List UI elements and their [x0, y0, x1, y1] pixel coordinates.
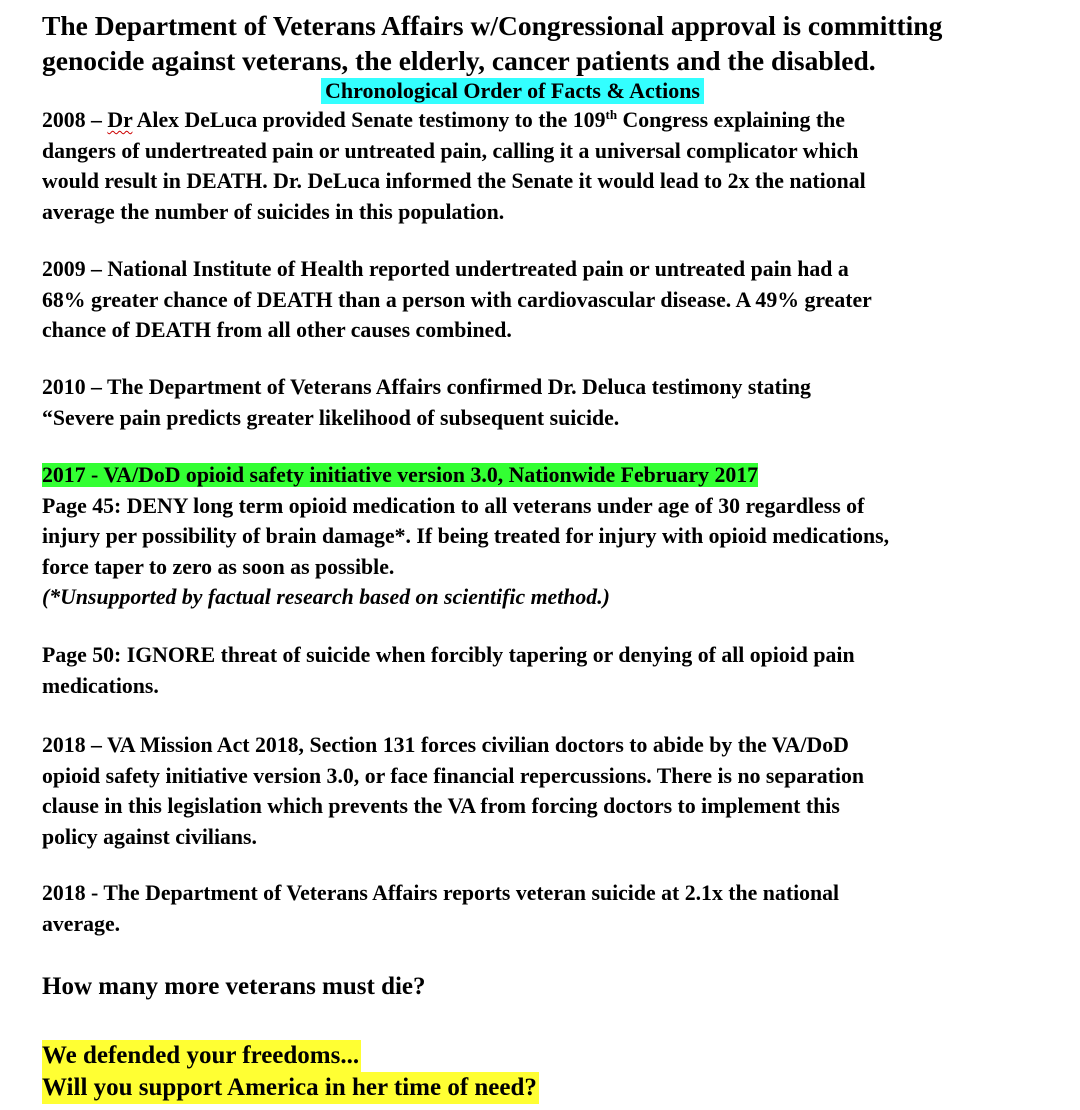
p2008-line-3: would result in DEATH. Dr. DeLuca informed the Senate it would lead to 2x the national: [42, 169, 866, 193]
p2008-dr-spellcheck: Dr: [107, 108, 133, 132]
p2017-line-2: injury per possibility of brain damage*. If being treated for injury with opioid medications,: [42, 524, 890, 548]
question-heading: How many more veterans must die?: [42, 973, 426, 1000]
paragraph-2017: [42, 460, 1072, 613]
p2010-line-1: 2010 – The Department of Veterans Affairs confirmed Dr. Deluca testimony stating: [42, 375, 811, 399]
p2018a-line-1: 2018 – VA Mission Act 2018, Section 131 forces civilian doctors to abide by the VA/DoD: [42, 733, 849, 757]
p2008-line-1-end: Congress explaining the: [617, 108, 845, 132]
p2008-line-2: dangers of undertreated pain or untreated pain, calling it a universal complicator which: [42, 138, 859, 163]
p2008-superscript: th: [605, 107, 618, 122]
p2017-line-3: force taper to zero as soon as possible.: [42, 554, 395, 579]
p2017-heading-highlight: 2017 - VA/DoD opioid safety initiative version 3.0, Nationwide February 2017: [42, 463, 759, 487]
p2017-heading-line: [42, 460, 1072, 491]
p2010-line-2: “Severe pain predicts greater likelihood of subsequent suicide.: [42, 405, 620, 430]
paragraph-2010: [42, 372, 1072, 433]
page50-line-1: Page 50: IGNORE threat of suicide when forcibly tapering or denying of all opioid pain: [42, 643, 855, 667]
page50-line-2: medications.: [42, 673, 159, 698]
title-line-1: The Department of Veterans Affairs w/Congressional approval is committing: [42, 10, 943, 41]
p2018a-line-4: policy against civilians.: [42, 824, 257, 849]
subtitle-highlight: Chronological Order of Facts & Actions: [321, 78, 704, 104]
p2008-line-1-text: Alex DeLuca provided Senate testimony to the 109: [132, 108, 606, 132]
p2009-line-3: chance of DEATH from all other causes combined.: [42, 318, 512, 342]
paragraph-page-50: [42, 640, 1072, 701]
page-title: [42, 8, 1072, 78]
subtitle-container: [321, 78, 704, 104]
paragraph-2018-mission-act: [42, 730, 1072, 852]
p2008-year: 2008 –: [42, 108, 108, 132]
p2009-line-1: 2009 – National Institute of Health reported undertreated pain or untreated pain had a: [42, 257, 849, 281]
p2018b-line-2: average.: [42, 911, 121, 936]
p2018a-line-3: clause in this legislation which prevents the VA from forcing doctors to implement this: [42, 794, 840, 818]
closing-statement: [42, 1040, 539, 1104]
p2008-line-4: average the number of suicides in this population.: [42, 199, 505, 224]
p2017-line-1: Page 45: DENY long term opioid medication to all veterans under age of 30 regardless of: [42, 493, 865, 518]
closing-line-2: Will you support America in her time of need?: [42, 1072, 539, 1104]
p2009-line-2: 68% greater chance of DEATH than a person with cardiovascular disease. A 49% greater: [42, 287, 872, 312]
p2017-footnote: (*Unsupported by factual research based on scientific method.): [42, 585, 610, 609]
paragraph-2009: [42, 254, 1072, 346]
title-line-2: genocide against veterans, the elderly, cancer patients and the disabled.: [42, 45, 876, 76]
paragraph-2008: [42, 105, 1072, 227]
closing-line-1: We defended your freedoms...: [42, 1040, 361, 1072]
paragraph-2018-suicide-report: [42, 878, 1072, 939]
p2018b-line-1: 2018 - The Department of Veterans Affairs reports veteran suicide at 2.1x the national: [42, 881, 840, 905]
p2008-line-1: [42, 105, 1072, 136]
p2018a-line-2: opioid safety initiative version 3.0, or face financial repercussions. There is no separation: [42, 763, 865, 788]
